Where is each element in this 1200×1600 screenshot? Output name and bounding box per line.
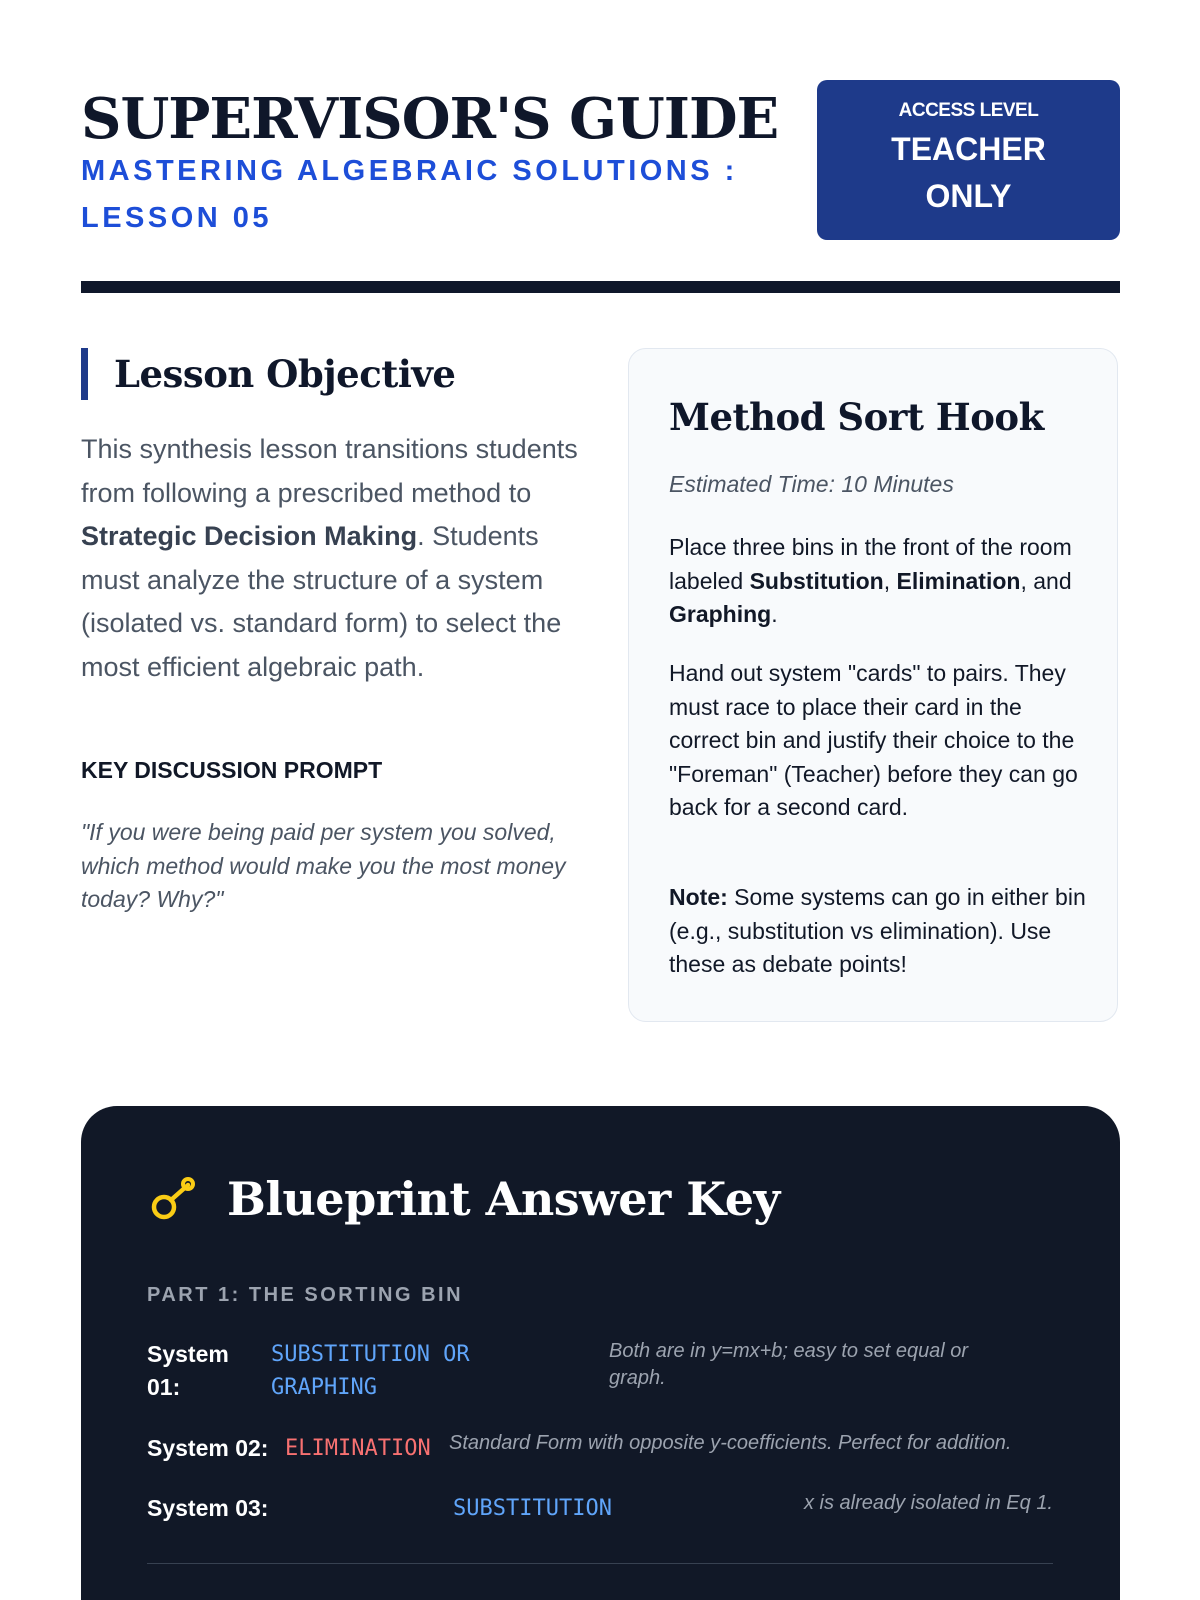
bin-graphing: Graphing [669,601,772,627]
access-level-label: ACCESS LEVEL [898,100,1039,121]
hook-text: Place three bins in the front of the room labeled [669,534,1072,594]
hook-title: Method Sort Hook [669,395,1044,439]
hook-note [669,881,1089,982]
hook-card [628,348,1118,1022]
answer-key-panel [81,1106,1120,1600]
objective-text-end: . Students must analyze the structure of a system (isolated vs. standard form) to select the most efficient algebraic path. [81,521,562,682]
objective-body [81,428,581,689]
page-title: SUPERVISOR'S GUIDE [81,86,779,152]
system-method: SUBSTITUTION [453,1496,612,1521]
system-note: Both are in y=mx+b; easy to set equal or graph. [609,1340,969,1389]
hook-text: , [883,567,897,594]
bin-elimination: Elimination [896,567,1021,594]
system-note: Standard Form with opposite y-coefficients. Perfect for addition. [449,1432,1012,1454]
bin-substitution: Substitution [749,567,884,594]
answer-key-title: Blueprint Answer Key [227,1172,780,1226]
key-icon [147,1174,199,1226]
discussion-prompt-quote: "If you were being paid per system you solved, which method would make you the most money today? Why?" [81,819,566,912]
objective-heading: Lesson Objective [81,348,455,400]
hook-text: , and [1020,567,1072,594]
system-label: System 02: [147,1435,269,1461]
hook-text: . [771,601,778,627]
objective-emphasis: Strategic Decision Making [81,521,418,551]
hook-time: Estimated Time: 10 Minutes [669,471,954,497]
access-badge [817,80,1120,240]
objective-text-start: This synthesis lesson transitions students from following a prescribed method to [81,434,578,508]
hook-bins-paragraph [669,531,1089,632]
note-text: Some systems can go in either bin (e.g., substitution vs elimination). Use these as debate points! [669,884,1086,977]
access-level-value: TEACHER ONLY [891,131,1046,214]
system-note: x is already isolated in Eq 1. [803,1492,1053,1514]
discussion-prompt-label: KEY DISCUSSION PROMPT [81,757,383,783]
header-divider [81,281,1120,293]
system-method: SUBSTITUTION OR GRAPHING [271,1342,470,1400]
system-label: System 01: [147,1341,229,1400]
system-method: ELIMINATION [285,1436,431,1461]
hook-instructions: Hand out system "cards" to pairs. They must race to place their card in the correct bin and justify their choice to the "Foreman" (Teacher) before they can go back for a second card. [669,660,1078,820]
answer-key-divider [147,1563,1053,1564]
system-label: System 03: [147,1495,269,1521]
page-subtitle: MASTERING ALGEBRAIC SOLUTIONS : LESSON 05 [81,155,738,234]
header [81,80,1120,250]
note-label: Note: [669,884,728,910]
part-label: PART 1: THE SORTING BIN [147,1284,464,1306]
